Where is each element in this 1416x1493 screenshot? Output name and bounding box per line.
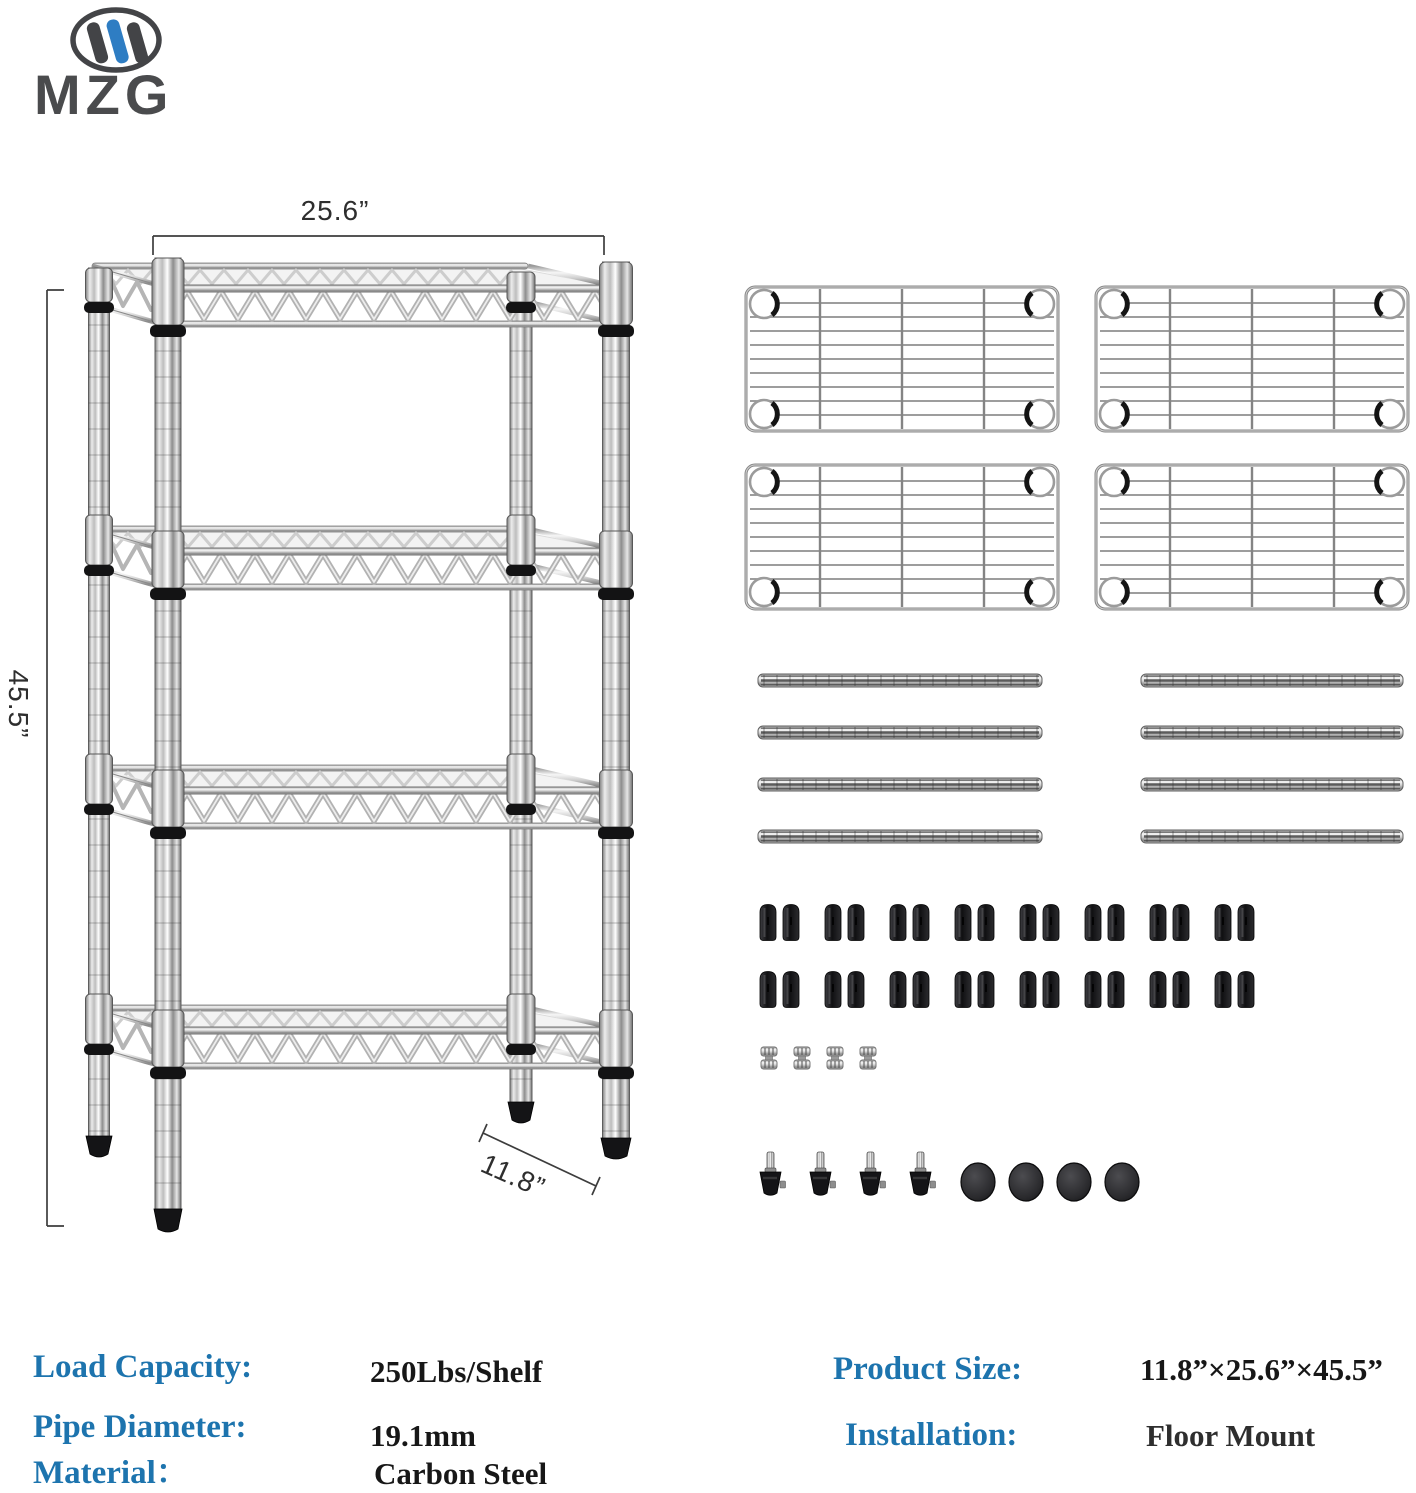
spec-label-material: Material： xyxy=(33,1455,189,1491)
leveling-feet xyxy=(760,1152,936,1195)
split-sleeve-clips xyxy=(760,905,1254,1008)
back-right-pole-icon xyxy=(510,272,532,1104)
height-dimension-line xyxy=(47,290,64,1226)
spec-label-load-capacity: Load Capacity: xyxy=(33,1349,253,1385)
top-caps xyxy=(961,1163,1139,1201)
spec-label-product-size: Product Size: xyxy=(833,1351,1023,1387)
spec-value-product-size: 11.8”×25.6”×45.5” xyxy=(1140,1352,1383,1387)
spec-value-material: Carbon Steel xyxy=(374,1456,548,1491)
front-right-pole-icon xyxy=(603,262,630,1140)
pole-connectors xyxy=(761,1047,876,1069)
wire-shelf-panel-icon xyxy=(1096,465,1408,609)
spec-label-installation: Installation: xyxy=(845,1417,1018,1453)
spec-label-pipe-diameter: Pipe Diameter: xyxy=(33,1409,247,1445)
width-dimension-line xyxy=(153,236,604,255)
wire-shelf-panel-icon xyxy=(746,465,1058,609)
pole-pipes xyxy=(758,674,1403,843)
depth-dimension-label: 11.8” xyxy=(476,1147,550,1204)
spec-value-load-capacity: 250Lbs/Shelf xyxy=(370,1354,543,1389)
wire-shelf-panel-icon xyxy=(1096,287,1408,431)
width-dimension-label: 25.6” xyxy=(300,195,370,226)
parts-layout xyxy=(746,287,1408,1201)
brand-wordmark: MZG xyxy=(34,63,174,126)
spec-value-pipe-diameter: 19.1mm xyxy=(370,1418,476,1453)
spec-value-installation: Floor Mount xyxy=(1146,1418,1316,1453)
height-dimension-label: 45.5” xyxy=(3,669,34,739)
wire-shelf-panel-icon xyxy=(746,287,1058,431)
shelving-unit-icon xyxy=(84,258,634,1232)
